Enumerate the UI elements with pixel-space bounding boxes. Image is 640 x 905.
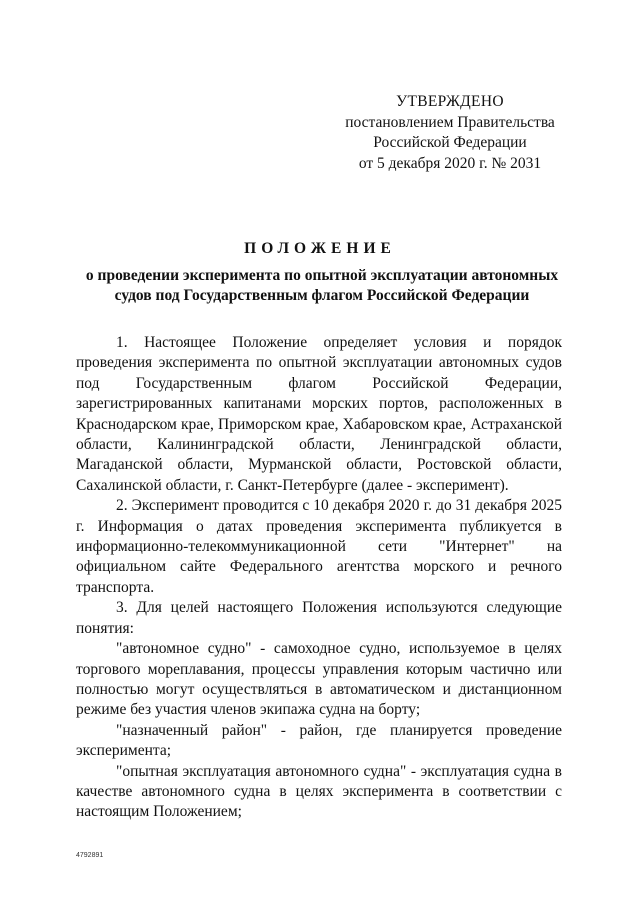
document-code: 4792891 [76,852,104,859]
approval-line-2: Российской Федерации [373,134,527,151]
document-subtitle: о проведении эксперимента по опытной эксплуатации автономных судов под Государственным флагом Российской Федерации [85,267,559,304]
document-body [76,333,562,823]
definition-trial-operation: "опытная эксплуатация автономного судна" - эксплуатация судна в качестве автономного судна в целях эксперимента в соответствии с настоящим Положением; [76,762,562,821]
approval-heading: УТВЕРЖДЕНО [396,93,504,110]
paragraph-1: 1. Настоящее Положение определяет условия и порядок проведения эксперимента по опытной эксплуатации автономных судов под Государственным флагом Российской Федерации, зарегистрированных капитанами морских портов, расположенных в Краснодарском крае, Приморском крае, Хабаровском крае, Астраханской области, Калининградской области, Ленинградской области, Магаданской области, Мурманской области, Ростовской области, Сахалинской области, г. Санкт-Петербурге (далее - эксперимент). [76,334,562,494]
paragraph-2: 2. Эксперимент проводится с 10 декабря 2020 г. до 31 декабря 2025 г. Информация о датах проведения эксперимента публикуется в информационно-телекоммуникационной сети "Интернет" на официальном сайте Федерального агентства морского и речного транспорта. [76,497,562,596]
approval-line-1: постановлением Правительства [345,113,555,131]
document-title: ПОЛОЖЕНИЕ [244,240,396,257]
approval-line-3: от 5 декабря 2020 г. № 2031 [358,154,542,172]
definition-designated-area: "назначенный район" - район, где планируется проведение эксперимента; [76,721,562,760]
paragraph-3: 3. Для целей настоящего Положения используются следующие понятия: [76,599,562,637]
definition-autonomous-vessel: "автономное судно" - самоходное судно, используемое в целях торгового мореплавания, процессы управления которым частично или полностью могут осуществляться в автоматическом и дистанционном режиме без участия членов экипажа судна на борту; [76,640,562,719]
approval-stamp [330,92,570,174]
